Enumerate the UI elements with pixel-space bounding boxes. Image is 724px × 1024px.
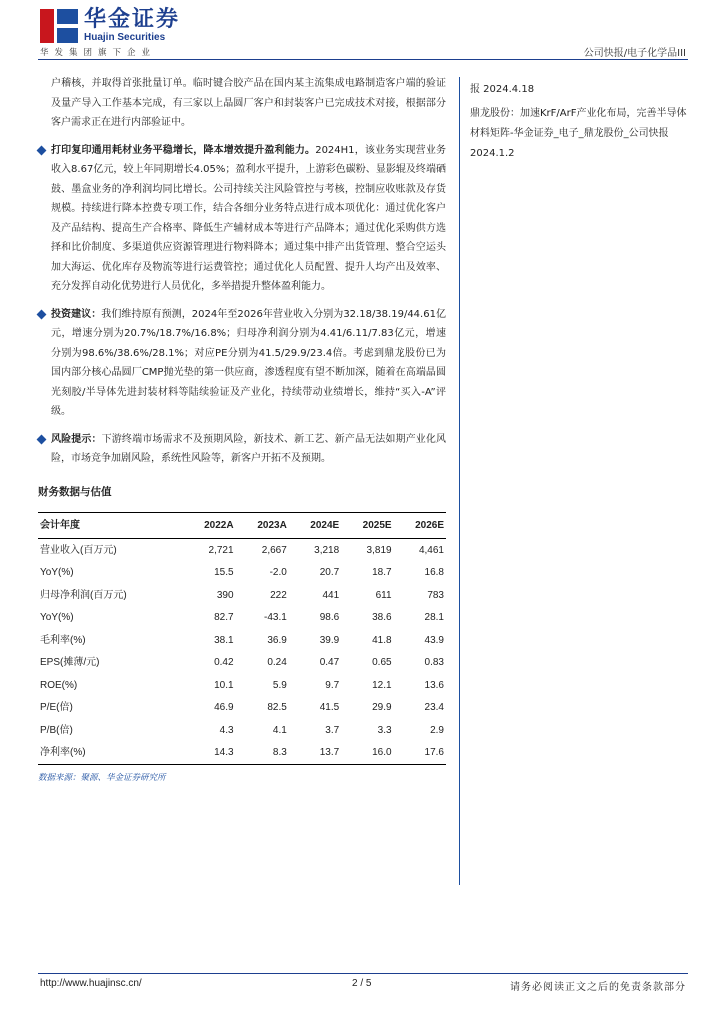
value-cell: 14.3 [182, 741, 235, 764]
bullet-text: 2024H1，该业务实现营业务收入8.67亿元，较上年同期增长4.05%；盈利水平提升，上游彩色碳粉、显影辊及终端硒鼓、墨盒业务的净利润均同比增长。公司持续关注风险管控与考核，控制应收账款及存货规模。持续进行降本控费专项工作，结合各细分业务特点进行成本项优化：通过优化客户及产品结构、提高生产合格率、降低生产辅材成本等进行产品降本；通过优化采购供方选择和比价制度、多渠道供应资源管理进行物料降本；通过集中排产出货管理、整合空运头加大海运、优化库存及物流等进行运费管控；通过优化人员配置、提升人均产出及效率、充分发挥自动化优势进行人员优化，多举措提升整体盈利能力。 [51, 144, 446, 292]
diamond-bullet-icon [37, 145, 47, 155]
table-row [38, 561, 446, 584]
value-cell: 20.7 [319, 567, 340, 578]
footer-disclaimer: 请务必阅读正文之后的免责条款部分 [510, 982, 686, 993]
value-cell: 783 [427, 589, 444, 601]
value-cell: 41.5 [319, 702, 340, 713]
table-header-cell: 2025E [341, 513, 393, 539]
value-cell: 38.6 [372, 612, 392, 623]
table-header-cell: 2024E [289, 513, 341, 539]
value-cell: 0.65 [372, 657, 392, 668]
table-header-cell: 2023A [236, 513, 289, 539]
footer-divider [38, 973, 688, 974]
value-cell: 611 [375, 589, 392, 601]
value-cell: 41.8 [372, 634, 392, 646]
bullet-heading: 打印复印通用耗材业务平稳增长，降本增效提升盈利能力。 [51, 144, 316, 156]
value-cell: 10.1 [214, 679, 234, 691]
value-cell: 3,819 [366, 544, 392, 556]
table-header-cell: 会计年度 [38, 513, 182, 539]
value-cell: 0.83 [424, 657, 444, 668]
value-cell: 222 [270, 589, 287, 601]
value-cell: 36.9 [267, 634, 287, 646]
row-label-cell: 营业收入(百万元) [40, 544, 117, 556]
intro-paragraph: 户稽核，并取得首张批量订单。临时键合胶产品在国内某主流集成电路制造客户端的验证及量产导入工作基本完成，有三家以上晶圆厂客户和封装客户已完成技术对接，根据部分客户需求正在进行内部验证中。 [51, 78, 446, 128]
table-row [38, 584, 446, 607]
bullet-risk [38, 430, 446, 469]
bullet-heading: 风险提示： [51, 433, 102, 445]
value-cell: 12.1 [372, 679, 392, 691]
value-cell: 2,721 [208, 544, 234, 556]
row-label-cell: P/E(倍) [40, 702, 73, 713]
value-cell: 16.8 [424, 567, 444, 578]
value-cell: 16.0 [341, 741, 393, 764]
value-cell: 82.7 [214, 612, 234, 623]
row-label-cell: YoY(%) [40, 612, 74, 623]
value-cell: 82.5 [267, 702, 287, 713]
header-divider [38, 59, 688, 60]
value-cell: 8.3 [236, 741, 289, 764]
value-cell: 2.9 [430, 724, 444, 736]
main-column [38, 74, 446, 788]
value-cell: 13.7 [289, 741, 341, 764]
logo-english-name: Huajin Securities [84, 32, 166, 43]
value-cell: 23.4 [424, 702, 444, 713]
data-source-note: 数据来源：聚源、华金证券研究所 [38, 772, 166, 783]
value-cell: 0.24 [267, 657, 287, 668]
value-cell: 4.1 [272, 724, 287, 736]
table-row [38, 741, 446, 764]
value-cell: 17.6 [394, 741, 446, 764]
diamond-bullet-icon [37, 309, 47, 319]
bullet-text: 我们维持原有预测，2024年至2026年营业收入分别为32.18/38.19/44.61亿元，增速分别为20.7%/18.7%/16.8%；归母净利润分别为4.41/6.11/7.83亿元，增速分别为98.6%/38.6%/28.1%；对应PE分别为41.5/29.9/23.4倍。考虑到鼎龙股份已为国内部分核心晶圆厂CMP抛光垫的第一供应商，渗透程度有望不断加深，随着在高端晶圆光刻胶/半导体先进封装材料等陆续验证及产业化，持续带动业绩增长，维持“买入-A”评级。 [51, 308, 446, 417]
row-label-cell: 归母净利润(百万元) [40, 589, 127, 601]
value-cell: 441 [322, 589, 340, 601]
row-label-cell: YoY(%) [40, 567, 74, 578]
bullet-text: 下游终端市场需求不及预期风险，新技术、新工艺、新产品无法如期产业化风险，市场竞争加剧风险，系统性风险等，新客户开拓不及预期。 [51, 433, 447, 464]
table-row [38, 696, 446, 719]
value-cell: 43.9 [424, 634, 444, 646]
value-cell: -43.1 [264, 612, 287, 623]
value-cell: 39.9 [319, 634, 340, 646]
value-cell: 390 [216, 589, 234, 601]
bullet-heading: 投资建议： [51, 308, 102, 320]
table-row [38, 538, 446, 561]
value-cell: 46.9 [214, 702, 234, 713]
value-cell: -2.0 [269, 567, 287, 578]
table-header-cell: 2026E [394, 513, 446, 539]
bullet-business [38, 141, 446, 297]
value-cell: 0.47 [319, 657, 340, 668]
company-logo [40, 8, 180, 44]
logo-mark-icon [40, 9, 78, 43]
header-slogan: 华发集团旗下企业 [40, 48, 157, 58]
row-label-cell: EPS(摊薄/元) [40, 657, 100, 668]
value-cell: 3.3 [377, 724, 392, 736]
value-cell: 5.9 [272, 679, 287, 691]
table-row [38, 629, 446, 652]
diamond-bullet-icon [37, 434, 47, 444]
row-label-cell: 毛利率(%) [40, 634, 86, 646]
value-cell: 98.6 [319, 612, 340, 623]
value-cell: 18.7 [372, 567, 392, 578]
table-header-row [38, 513, 446, 539]
table-row [38, 606, 446, 629]
bullet-investment [38, 305, 446, 422]
value-cell: 2,667 [261, 544, 287, 556]
value-cell: 9.7 [325, 679, 340, 691]
value-cell: 15.5 [214, 567, 234, 578]
related-reports [470, 80, 688, 164]
row-label-cell: 净利率(%) [38, 741, 182, 764]
footer-website-link[interactable]: http://www.huajinsc.cn/ [40, 978, 142, 989]
report-category: 公司快报/电子化学品III [583, 48, 686, 59]
value-cell: 13.6 [424, 679, 444, 691]
table-row [38, 651, 446, 674]
value-cell: 4,461 [418, 544, 444, 556]
table-title: 财务数据与估值 [38, 485, 112, 498]
table-header-cell: 2022A [182, 513, 235, 539]
value-cell: 28.1 [424, 612, 444, 623]
logo-chinese-name: 华金证券 [84, 7, 181, 32]
value-cell: 29.9 [372, 702, 392, 713]
value-cell: 3.7 [325, 724, 340, 736]
value-cell: 4.3 [219, 724, 234, 736]
column-divider [459, 77, 460, 885]
value-cell: 3,218 [314, 544, 340, 556]
table-row [38, 719, 446, 742]
related-report-date: 报 2024.4.18 [470, 84, 535, 95]
table-row [38, 674, 446, 697]
related-report-item: 鼎龙股份：加速KrF/ArF产业化布局，完善半导体材料矩阵-华金证券_电子_鼎龙股份_公司快报 2024.1.2 [470, 108, 687, 159]
row-label-cell: ROE(%) [40, 679, 78, 691]
value-cell: 0.42 [214, 657, 234, 668]
row-label-cell: P/B(倍) [40, 724, 73, 736]
value-cell: 38.1 [214, 634, 234, 646]
financial-table [38, 512, 446, 765]
page-number: 2 / 5 [352, 978, 372, 989]
